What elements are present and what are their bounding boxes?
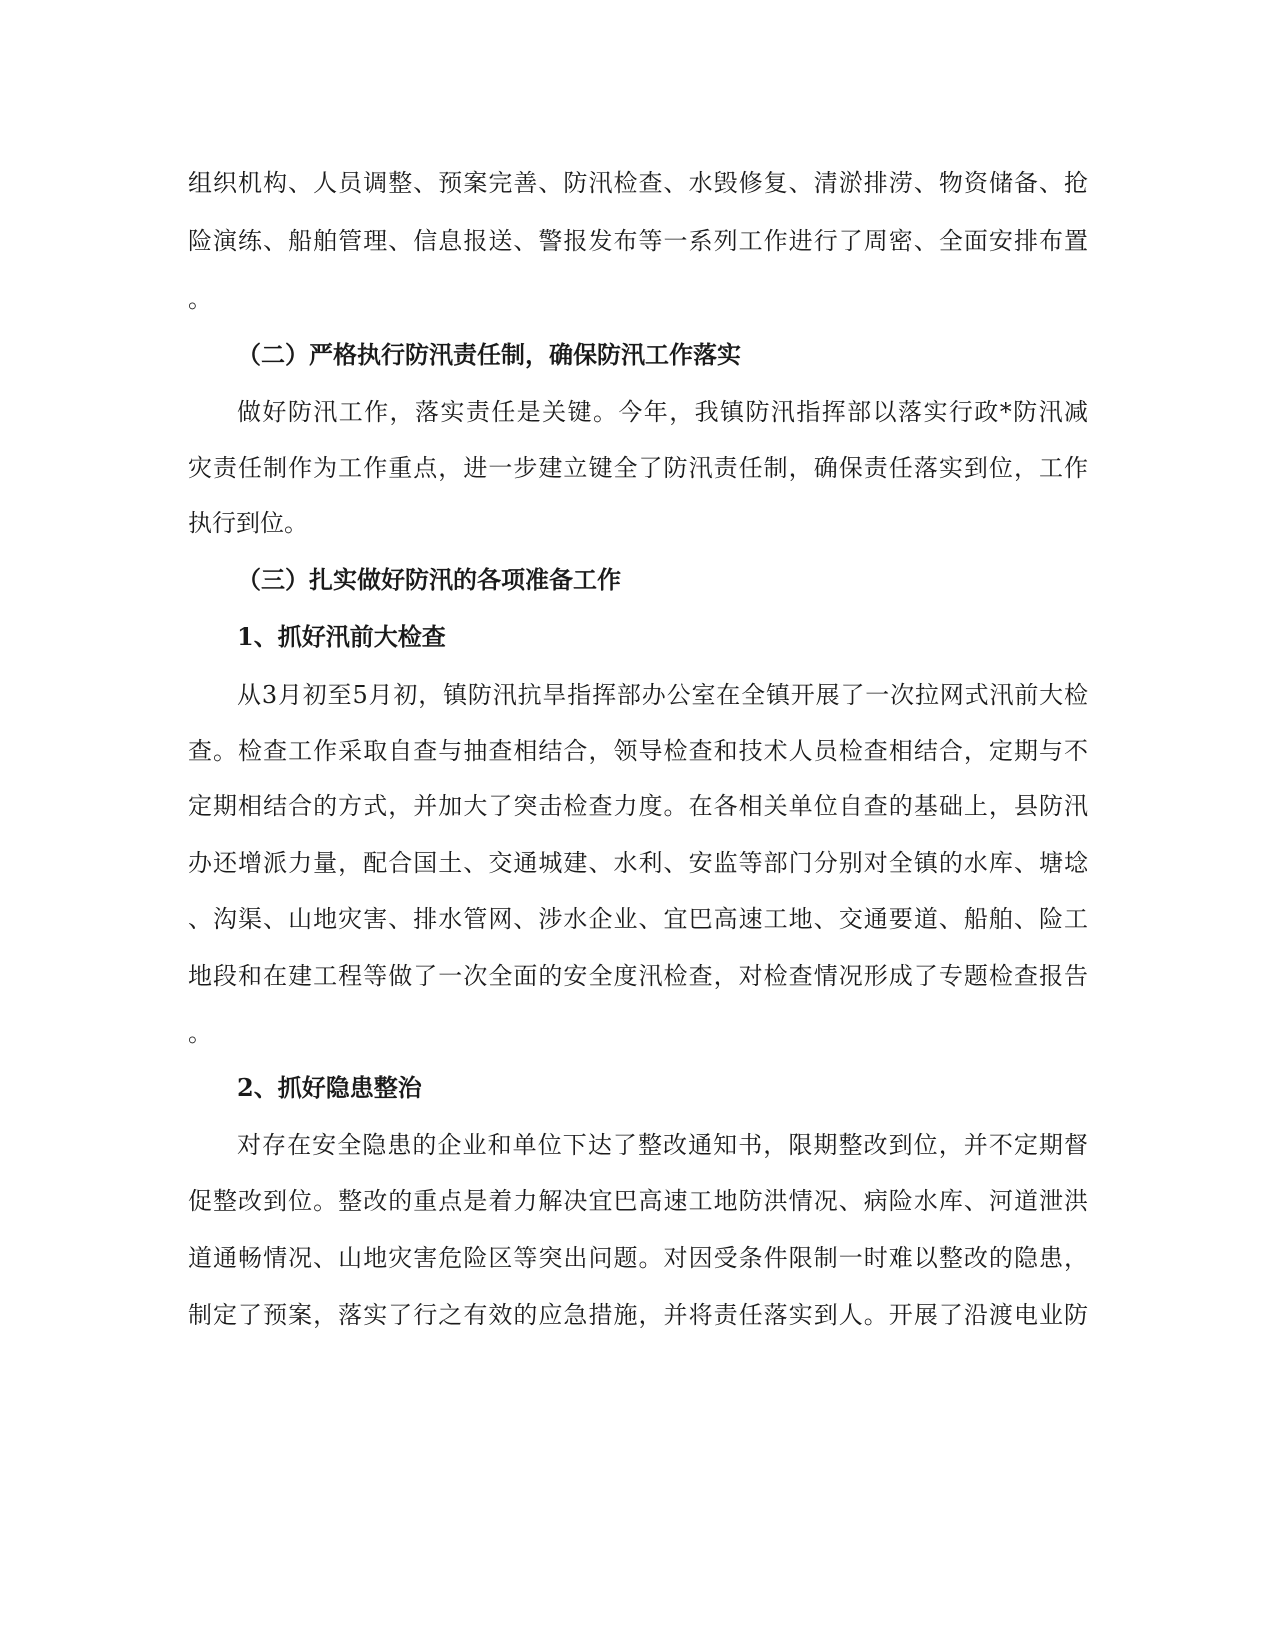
paragraph-3-line-3: 定期相结合的方式，并加大了突击检查力度。在各相关单位自查的基础上，县防汛 xyxy=(188,792,1088,820)
paragraph-1-line-3: 。 xyxy=(188,285,212,313)
paragraph-2-line-1: 做好防汛工作，落实责任是关键。今年，我镇防汛指挥部以落实行政*防汛减 xyxy=(237,398,1088,426)
subheading-1: 1、抓好汛前大检查 xyxy=(237,622,446,651)
subheading-2: 2、抓好隐患整治 xyxy=(237,1073,422,1102)
paragraph-2-line-3: 执行到位。 xyxy=(188,509,308,537)
paragraph-3-line-4: 办还增派力量，配合国土、交通城建、水利、安监等部门分别对全镇的水库、塘埝 xyxy=(188,849,1088,877)
paragraph-2-line-2: 灾责任制作为工作重点，进一步建立键全了防汛责任制，确保责任落实到位，工作 xyxy=(188,454,1088,482)
paragraph-3-line-5: 、沟渠、山地灾害、排水管网、涉水企业、宜巴高速工地、交通要道、船舶、险工 xyxy=(188,905,1088,933)
paragraph-4-line-4: 制定了预案，落实了行之有效的应急措施，并将责任落实到人。开展了沿渡电业防 xyxy=(188,1301,1088,1329)
paragraph-1-line-2: 险演练、船舶管理、信息报送、警报发布等一系列工作进行了周密、全面安排布置 xyxy=(188,227,1088,255)
paragraph-4-line-1: 对存在安全隐患的企业和单位下达了整改通知书，限期整改到位，并不定期督 xyxy=(237,1131,1088,1159)
section-heading-3: （三）扎实做好防汛的各项准备工作 xyxy=(237,565,621,594)
paragraph-4-line-3: 道通畅情况、山地灾害危险区等突出问题。对因受条件限制一时难以整改的隐患， xyxy=(188,1244,1088,1272)
paragraph-3-line-6: 地段和在建工程等做了一次全面的安全度汛检查，对检查情况形成了专题检查报告 xyxy=(188,962,1088,990)
paragraph-1-line-1: 组织机构、人员调整、预案完善、防汛检查、水毁修复、清淤排涝、物资储备、抢 xyxy=(188,169,1088,197)
paragraph-4-line-2: 促整改到位。整改的重点是着力解决宜巴高速工地防洪情况、病险水库、河道泄洪 xyxy=(188,1187,1088,1215)
section-heading-2: （二）严格执行防汛责任制，确保防汛工作落实 xyxy=(237,340,741,369)
paragraph-3-line-2: 查。检查工作采取自查与抽查相结合，领导检查和技术人员检查相结合，定期与不 xyxy=(188,737,1088,765)
paragraph-3-line-1: 从3月初至5月初，镇防汛抗旱指挥部办公室在全镇开展了一次拉网式汛前大检 xyxy=(237,681,1088,709)
paragraph-3-line-7: 。 xyxy=(188,1019,212,1047)
